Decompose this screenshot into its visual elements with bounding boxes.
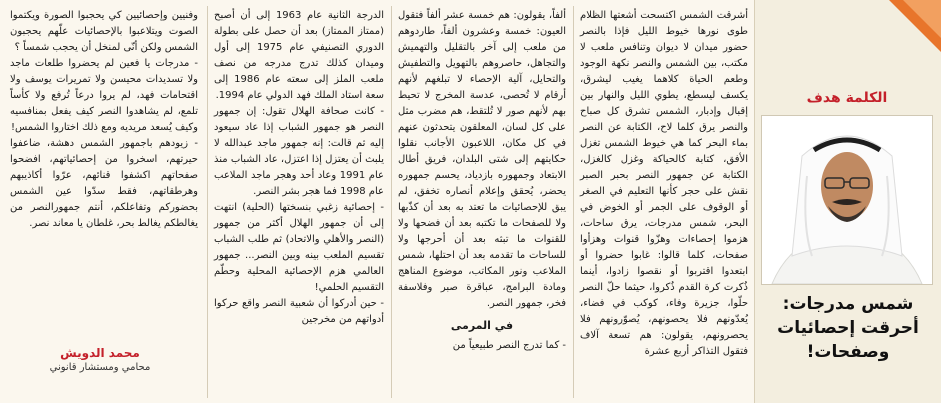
column-3-paragraph: - حين أدركوا أن شعبية النصر واقع حركوا أدواتهم من مخرجين [214,298,384,325]
author-signature [10,346,190,373]
column-1-text: أشرقت الشمس اكتسحت أشعتها الظلام طوى نورها خيوط الليل فإذا بالنصر حضور ميدان لا ديوان وتنافس ملعب لا مكتب، بين الشمس والنصر نكهة الوجود وطعم الحياة كلاهما يغيب ليشرق، يكسف ليسطع، يطوي الليل والنهار بين إقبال وإدبار، الشمس تشرق كل صباح والنصر يرق كلما لاح، الكتابة عن النصر بماء البحر كما هي خيوط الشمس تغزل الأفق، كتابة كالحياكة وغزل كالغزل، الكتابة عن جمهور النصر بحبر الصبر نقش على حجر كأنها التعليم في الصغر أو الوقوف على الجمر أو الخوض في البحر، شمس مدرجات، يرق ساحات، هزموا إحصاءات وهزّوا قنوات وهزأوا صفحات، كلما قالوا: غابوا حضروا أو ابتعدوا اقتربوا أو نقصوا زادوا، أينما ذُكرت كرة القدم ذُكروا، حيثما حلّ النصر حلّوا، جزيرة وفاء، كوكب في فضاء، يُعدّونهم فلا يحصونهم، يُصوّرونهم فلا يحصرونهم، يقولون: هم تسعة آلاف فتقول التذاكر أربع عشرة [580,10,748,357]
headline: شمس مدرجات: أحرقت إحصائيات وصفحات! [777,294,919,362]
section-label: الكلمة هدف [806,90,888,106]
column-3-paragraph: الدرجة الثانية عام 1963 إلى أن أصبح (ممتاز الممتاز) بعد أن حصل على بطولة الدوري التصنيفي عام 1975 إلى أول وميدان كذلك تدرج مدرجه من نصف ملعب الملز إلى سعته عام 1986 إلى سعة استاد الملك فهد الدولي عام 1994. [214,10,384,101]
column-2 [398,8,566,354]
column-4 [10,8,198,232]
author-title: محامي ومستشار قانوني [49,362,151,373]
corner-decoration-inner [903,0,941,38]
column-1 [580,8,748,360]
column-2-text: ألفاً، يقولون: هم خمسة عشر ألفاً فتقول العيون: خمسة وعشرون ألفاً، طاردوهم من ملعب إلى آخر بالتقليل والتهميش والتجاهل، حاصروهم بالتهويل والتطفيش والتحايل، آلية الإحصاء لا تبلغهم لأنهم أرقام لا تُحصى، عدسة المخرج لا تحيط بهم لأنهم صور لا تُلتقط، هم مضرب مثل على كل لسان، المعلقون يتحدثون عنهم في كل مكان، اللاعبون الأجانب نقلوا حكايتهم إلى شتى البلدان، فريق أطال الابتعاد وجمهوره بازدياد، يحسم جمهوره يحضر، يُحقق وإعلام أنصاره تخفق، لم يبق للإحصائيات ما تعتد به بعد أن كذّبها ولا للصفحات ما تكتبه بعد أن فضحها ولا للقنوات ما تبثه بعد أن أحرجها ولا للساحات ما تقدمه بعد أن احتلها، شمس الملاعب ونور المكاتب، موضوع المناهج ومادة البرامج، عباقرة صبر وفلاسفة فخر، جمهور النصر. [398,10,566,309]
author-portrait [761,115,933,285]
column-divider [391,6,392,398]
author-name: محمد الدويش [60,346,140,360]
column-3-paragraph: - كانت صحافة الهلال تقول: إن جمهور النصر هو جمهور الشباب إذا عاد سيعود إليه ثم قالت: إنه جمهور ماجد عبدالله لا يلبث أن يعتزل إذا اعتزل، عاد الشباب منذ عام 1991 وعاد أحد وهجر ماجد الملاعب عام 1998 فما هجر بشر النصر. [214,106,385,197]
column-divider [573,6,574,398]
portrait-illustration [762,116,932,284]
column-3 [214,8,384,328]
side-panel [754,0,941,403]
column-4-paragraph: وفنيين وإحصائيين كي يحجبوا الصورة ويكتموا الصوت ويتلاعبوا بالإحصائيات علّهم يحجبون الشمس ولكن أنّى لمنخل أن يحجب شمساً ؟ [10,10,198,53]
column-3-paragraph: - إحصائية زغبي بنسختها (الحلية) انتهت إلى أن جمهور الهلال أكثر من جمهور (النصر والأهلي والاتحاد) ثم طلب الشباب تقسيم الملعب بينه وبين النصر... جمهور العالمي هزم الإحصائية المحلية وحطّم التقسيم الحلمي! [214,202,384,293]
subheading: في المرمى [450,319,514,332]
column-divider [207,6,208,398]
column-4-paragraph: - مدرجات يا فعين لم يحضروا طلعات ماجد ولا تسديدات محيسن ولا تمريرات يوسف ولا اقتحامات فهد، لم يروا درعاً تُرفع ولا كأساً تلمع، لم يشاهدوا النصر كيف يفعل بمنافسيه وكيف يُسعد مريديه ومع ذلك اختاروا الشمس! [10,58,198,133]
column-2-text-continued: - كما تدرج النصر طبيعياً من [452,340,566,351]
column-4-paragraph: - زيودهم باجمهور الشمس دهشة، ضاعفوا حيرتهم، اسخروا من إحصائياتهم، افضحوا صفحاتهم اكشفوا قنائهم، عرّوا أكاذيبهم وهرطقاتهم، فقط سدّوا عين الشمس بحضوركم وتفاعلكم، أنتم جمهورالنصر من يغالطكم يغالط بحر، غلطان يا معاند نصر. [10,138,198,229]
